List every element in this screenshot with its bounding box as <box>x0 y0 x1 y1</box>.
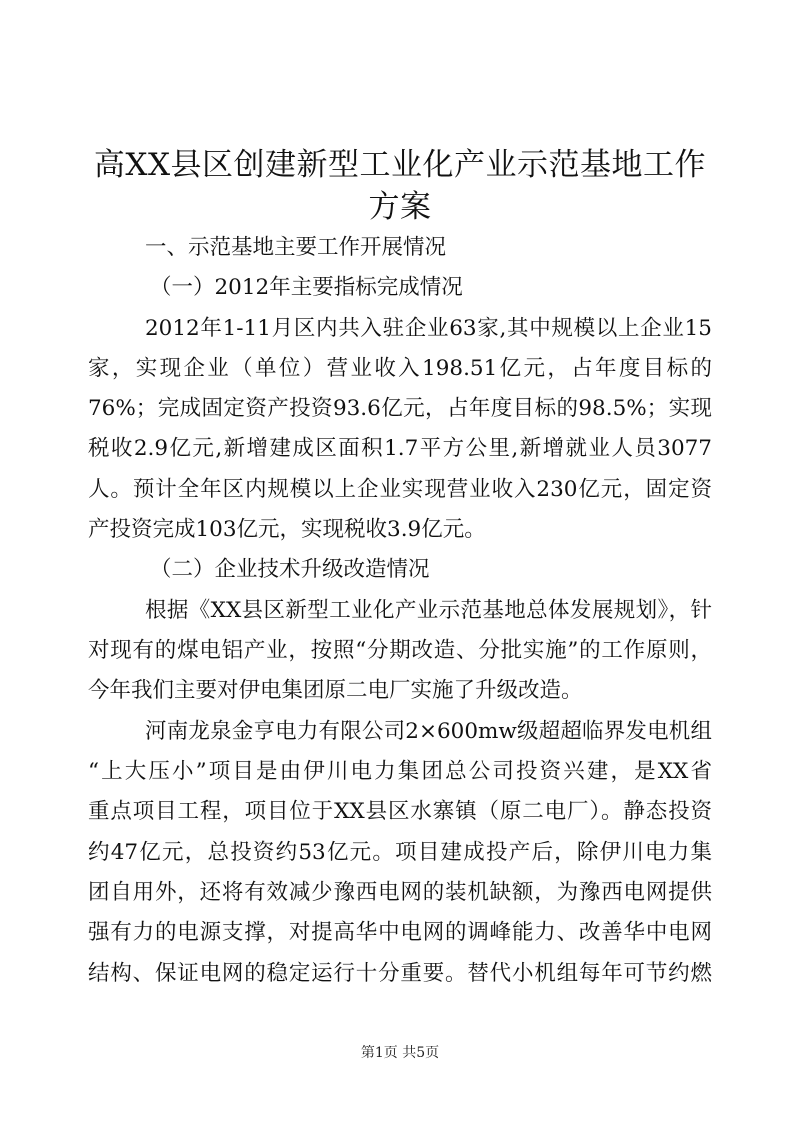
paragraph-2-line-1: 根据《XX县区新型工业化产业示范基地总体发展规划》，针 <box>145 598 712 623</box>
document-title-line-2: 方案 <box>368 189 432 225</box>
section-heading-1: 一、示范基地主要工作开展情况 <box>145 235 447 260</box>
paragraph-2-line-3: 今年我们主要对伊电集团原二电厂实施了升级改造。 <box>88 678 583 703</box>
paragraph-1-line-1: 2012年1-11月区内共入驻企业63家,其中规模以上企业15 <box>145 316 712 341</box>
paragraph-1-line-3: 76%；完成固定资产投资93.6亿元，占年度目标的98.5%；实现 <box>88 396 712 421</box>
paragraph-3-line-1: 河南龙泉金亨电力有限公司2×600mw级超超临界发电机组 <box>145 719 712 744</box>
paragraph-3-line-6: 强有力的电源支撑，对提高华中电网的调峰能力、改善华中电网 <box>88 920 712 945</box>
paragraph-2-line-2: 对现有的煤电铝产业，按照“分期改造、分批实施”的工作原则， <box>88 638 712 663</box>
paragraph-1-line-5: 人。预计全年区内规模以上企业实现营业收入230亿元，固定资 <box>88 477 712 502</box>
paragraph-3-line-7: 结构、保证电网的稳定运行十分重要。替代小机组每年可节约燃 <box>88 961 712 986</box>
paragraph-1-line-4: 税收2.9亿元,新增建成区面积1.7平方公里,新增就业人员3077 <box>88 436 712 461</box>
document-title-line-1: 高XX县区创建新型工业化产业示范基地工作 <box>93 147 707 183</box>
page-footer: 第1页 共5页 <box>360 1045 440 1061</box>
paragraph-3-line-2: “上大压小”项目是由伊川电力集团总公司投资兴建，是XX省 <box>88 759 712 784</box>
paragraph-1-line-2: 家，实现企业（单位）营业收入198.51亿元，占年度目标的 <box>88 356 712 381</box>
paragraph-3-line-5: 团自用外，还将有效减少豫西电网的装机缺额，为豫西电网提供 <box>88 880 712 905</box>
paragraph-3-line-4: 约47亿元，总投资约53亿元。项目建成投产后，除伊川电力集 <box>88 840 712 865</box>
subsection-heading-1: （一）2012年主要指标完成情况 <box>150 275 463 300</box>
paragraph-3-line-3: 重点项目工程，项目位于XX县区水寨镇（原二电厂）。静态投资 <box>88 799 712 824</box>
paragraph-1-line-6: 产投资完成103亿元，实现税收3.9亿元。 <box>88 517 486 542</box>
subsection-heading-2: （二）企业技术升级改造情况 <box>150 557 430 582</box>
